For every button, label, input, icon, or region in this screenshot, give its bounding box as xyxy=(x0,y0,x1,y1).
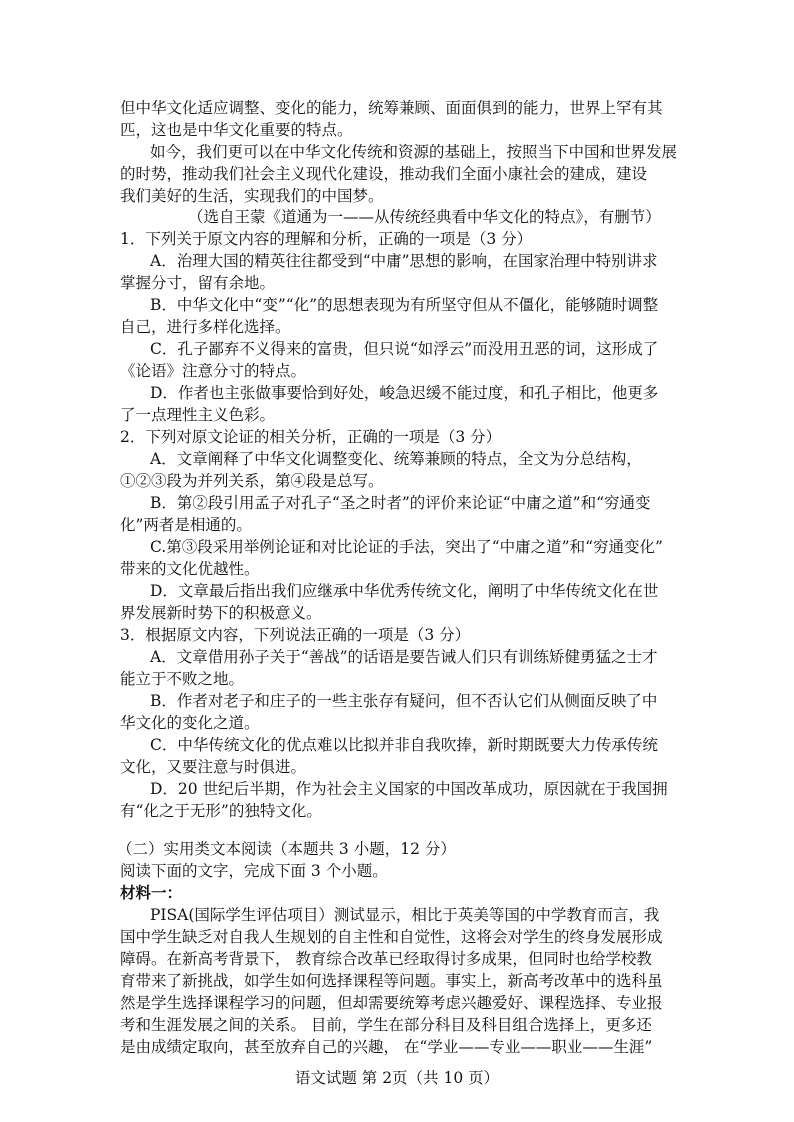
body-line: 我们美好的生活，实现我们的中国梦。 xyxy=(120,187,384,205)
option-1b-cont: 自己，进行多样化选择。 xyxy=(120,318,291,336)
option-3a-cont: 能立于不败之地。 xyxy=(120,670,245,688)
page-footer: 语文试题 第 2页（共 10 页） xyxy=(294,1069,500,1087)
material-line: 国中学生缺乏对自我人生规划的自主性和自觉性，这将会对学生的终身发展形成 xyxy=(120,928,663,946)
question-1-stem: 1．下列关于原文内容的理解和分析，正确的一项是（3 分） xyxy=(120,230,533,248)
section-instruction: 阅读下面的文字，完成下面 3 个小题。 xyxy=(120,862,388,880)
body-line: 如今，我们更可以在中华文化传统和资源的基础上，按照当下中国和世界发展 xyxy=(150,143,678,161)
material-line: PISA(国际学生评估项目）测试显示，相比于英美等国的中学教育而言，我 xyxy=(150,906,660,924)
material-line: 障碍。在新高考背景下， 教育综合改革已经取得讨多成果，但同时也给学校教 xyxy=(120,950,652,968)
option-2c-cont: 带来的文化优越性。 xyxy=(120,560,260,578)
question-3-stem: 3．根据原文内容，下列说法正确的一项是（3 分） xyxy=(120,626,471,644)
option-1b: B．中华文化中“变”“化”的思想表现为有所坚守但从不僵化，能够随时调整 xyxy=(150,296,659,314)
option-1c-cont: 《论语》注意分寸的特点。 xyxy=(120,362,307,380)
option-1a: A．治理大国的精英往往都受到“中庸”思想的影响，在国家治理中特别讲求 xyxy=(150,252,658,270)
option-2b-cont: 化”两者是相通的。 xyxy=(120,516,252,534)
option-2d: D．文章最后指出我们应继承中华优秀传统文化，阐明了中华传统文化在世 xyxy=(150,582,659,600)
option-3a: A．文章借用孙子关于“善战”的话语是要告诫人们只有训练矫健勇猛之士才 xyxy=(150,648,658,666)
body-line: 匹，这也是中华文化重要的特点。 xyxy=(120,121,353,139)
option-2c: C.第③段采用举例论证和对比论证的手法，突出了“中庸之道”和“穷通变化” xyxy=(150,538,663,556)
option-2a-cont: ①②③段为并列关系，第④段是总写。 xyxy=(120,472,384,490)
material-line: 育带来了新挑战，如学生如何选择课程等问题。事实上，新高考改革中的选科虽 xyxy=(120,972,663,990)
option-3c-cont: 文化，又要注意与时俱进。 xyxy=(120,758,307,776)
body-line: 的时势，推动我们社会主义现代化建设，推动我们全面小康社会的建成，建设 xyxy=(120,165,648,183)
option-3d: D．20 世纪后半期，作为社会主义国家的中国改革成功，原因就在于我国拥 xyxy=(150,780,668,798)
material-line: 是由成绩定取向，甚至放弃自己的兴趣， 在“学业——专业——职业——生涯” xyxy=(120,1038,653,1056)
option-2a: A．文章阐释了中华文化调整变化、统筹兼顾的特点，全文为分总结构， xyxy=(150,450,642,468)
material-label: 材料一： xyxy=(120,883,183,902)
option-3c: C．中华传统文化的优点难以比拟并非自我吹捧，新时期既要大力传承传统 xyxy=(150,736,658,754)
option-3b: B．作者对老子和庄子的一些主张存有疑问，但不否认它们从侧面反映了中 xyxy=(150,692,658,710)
option-2d-cont: 界发展新时势下的积极意义。 xyxy=(120,604,322,622)
material-line: 考和生涯发展之间的关系。 目前，学生在部分科目及科目组合选择上，更多还 xyxy=(120,1016,652,1034)
option-2b: B．第②段引用孟子对孔子“圣之时者”的评价来论证“中庸之道”和“穷通变 xyxy=(150,494,651,512)
option-1a-cont: 掌握分寸，留有余地。 xyxy=(120,274,276,292)
option-3d-cont: 有“化之于无形”的独特文化。 xyxy=(120,802,322,820)
option-1c: C．孔子鄙弃不义得来的富贵，但只说“如浮云”而没用丑恶的词，这形成了 xyxy=(150,340,659,358)
source-citation: （选自王蒙《道通为一——从传统经典看中华文化的特点》，有删节） xyxy=(188,208,661,226)
option-3b-cont: 华文化的变化之道。 xyxy=(120,714,260,732)
question-2-stem: 2．下列对原文论证的相关分析，正确的一项是（3 分） xyxy=(120,428,502,446)
option-1d-cont: 了一点理性主义色彩。 xyxy=(120,406,276,424)
body-line: 但中华文化适应调整、变化的能力，统筹兼顾、面面俱到的能力，世界上罕有其 xyxy=(120,99,663,117)
section-heading: （二）实用类文本阅读（本题共 3 小题，12 分） xyxy=(117,840,456,858)
material-line: 然是学生选择课程学习的问题，但却需要统筹考虑兴趣爱好、课程选择、专业报 xyxy=(120,994,663,1012)
option-1d: D．作者也主张做事要恰到好处，峻急迟缓不能过度，和孔子相比，他更多 xyxy=(150,384,659,402)
